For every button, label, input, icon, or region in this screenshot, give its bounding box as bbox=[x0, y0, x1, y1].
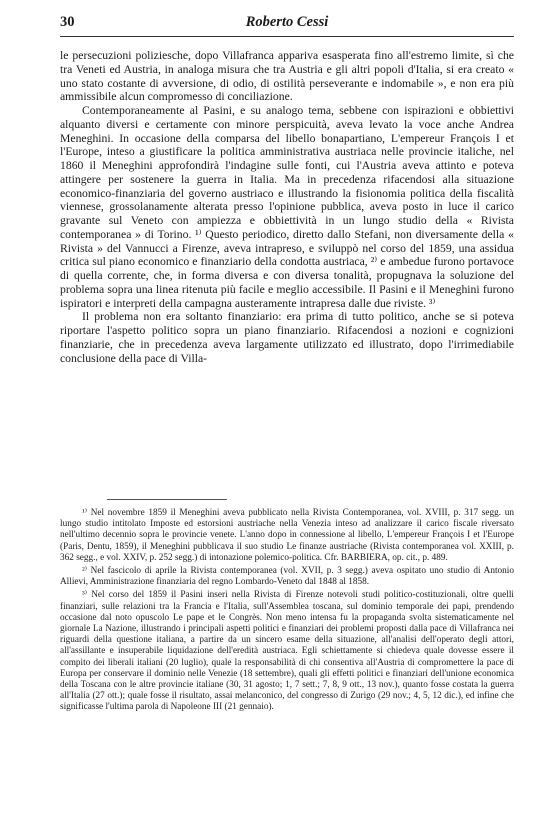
page-number: 30 bbox=[60, 14, 75, 30]
footnotes bbox=[60, 508, 514, 714]
footnote-rule bbox=[107, 499, 227, 500]
page-header bbox=[60, 14, 514, 32]
footnote-3: ³⁾ Nel corso del 1859 il Pasini inserì nella Rivista di Firenze notevoli studi politico-costituzionali, oltre quelli finanziari, sulle relazioni tra la Francia e l'Italia, sull'Assemblea toscana, sul dominio temporale dei papi, prendendo occasione dal noto opuscolo Le pape et le Congrès. Non meno intensa fu la propaganda svolta sistematicamente nel giornale La Nazione, illustrando i principali aspetti politici e finanziari dei problemi proposti dalla pace di Villafranca nei riguardi della questione italiana, a partire da un sincero esame della situazione, all'analisi dell'operato degli attori, all'assillante e insuperabile liquidazione dell'eredità austriaca. Egli schiettamente si chiedeva quale dovesse essere il compito dei liberali italiani (20 luglio), quale la responsabilità di chi consentiva all'Austria di compromettere la pace di Europa per conservare il dominio nelle Venezie (18 settembre), quali gli effetti politici e finanziari dell'unione economica della Toscana con le altre provincie italiane (30, 31 agosto; 1, 7 sett.; 7, 8, 9 ott., 13 nov.), quanto fosse costata la guerra all'Italia (27 ott.); quale fosse il risultato, assai melanconico, del congresso di Zurigo (29 nov.; 4, 5, 12 dic.), ed infine che significasse l'ultima parola di Napoleone III (21 gennaio). bbox=[60, 590, 514, 713]
footnote-1: ¹⁾ Nel novembre 1859 il Meneghini aveva pubblicato nella Rivista Contemporanea, vol. XVIII, p. 317 segg. un lungo studio intitolato Imposte ed estorsioni austriache nella Venezia inteso ad analizzare il carico fiscale riversato nell'ultimo decennio sopra le provincie venete. L'anno dopo in connessione al libello, L'empereur François I et l'Europe (Paris, Dentu, 1859), il Meneghini pubblicava il suo studio Le finanze austriache (Rivista contemporanea vol. XXIII, p. 362 segg., e vol. XXIV, p. 252 segg.) di intonazione polemico-politica. Cfr. BARBIERA, op. cit., p. 489. bbox=[60, 508, 514, 563]
running-head: Roberto Cessi bbox=[245, 14, 329, 30]
header-rule bbox=[60, 36, 514, 37]
body-paragraph: le persecuzioni poliziesche, dopo Villafranca appariva esasperata fino all'estremo limite, sì che tra Veneti ed Austria, in analoga misura che tra Austria e gli altri popoli d'Italia, si era creato « uno stato costante di avversione, di odio, di ostilità perseverante e indomabile », e non era più ammissibile alcun compromesso di conciliazione. bbox=[60, 49, 514, 104]
body-paragraph: Contemporaneamente al Pasini, e su analogo tema, sebbene con ispirazioni e obbiettivi alquanto diversi e certamente con minore perspicuità, aveva levato la voce anche Andrea Meneghini. In occasione della comparsa del libello bonapartiano, L'empereur François I et l'Europe, inteso a giustificare la politica amministrativa austriaca nelle provincie italiche, nel 1860 il Meneghini approfondirà l'indagine sulle fonti, cui l'Austria aveva attinto e poteva attingere per sostenere la guerra in Italia. Ma in precedenza rifacendosi alla situazione economico-finanziaria del governo austriaco e illustrando la fisionomia politica della fiscalità viennese, grossolanamente alterata presso l'opinione pubblica, aveva posto in luce il carico gravante sul Veneto con ampiezza e obbiettività in un lungo studio della « Rivista contemporanea » di Torino. ¹⁾ Questo periodico, diretto dallo Stefani, non diversamente della « Rivista » del Vannucci a Firenze, aveva intrapreso, e sviluppò nel corso del 1859, una assidua critica sul piano economico e finanziario della condotta austriaca, ²⁾ e ambedue furono portavoce di quella corrente, che, in forma diversa e con diversa tonalità, propugnava la soluzione del problema sopra una linea ritenuta più facile e meglio accessibile. Il Pasini e il Meneghini furono ispiratori e interpreti della campagna austeramente intrapresa dalle due riviste. ³⁾ bbox=[60, 104, 514, 310]
main-text bbox=[60, 49, 514, 365]
footnote-2: ²⁾ Nel fascicolo di aprile la Rivista contemporanea (vol. XVII, p. 3 segg.) aveva ospitato uno studio di Antonio Allievi, Amministrazione finanziaria del regno Lombardo-Veneto dal 1848 al 1858. bbox=[60, 566, 514, 588]
body-paragraph: Il problema non era soltanto finanziario: era prima di tutto politico, anche se si poteva riportare l'aspetto politico sopra un piano finanziario. Rifacendosi a nozioni e cognizioni finanziarie, che in precedenza aveva largamente utilizzato ed illustrato, dopo l'irrimediabile conclusione della pace di Villa- bbox=[60, 310, 514, 365]
